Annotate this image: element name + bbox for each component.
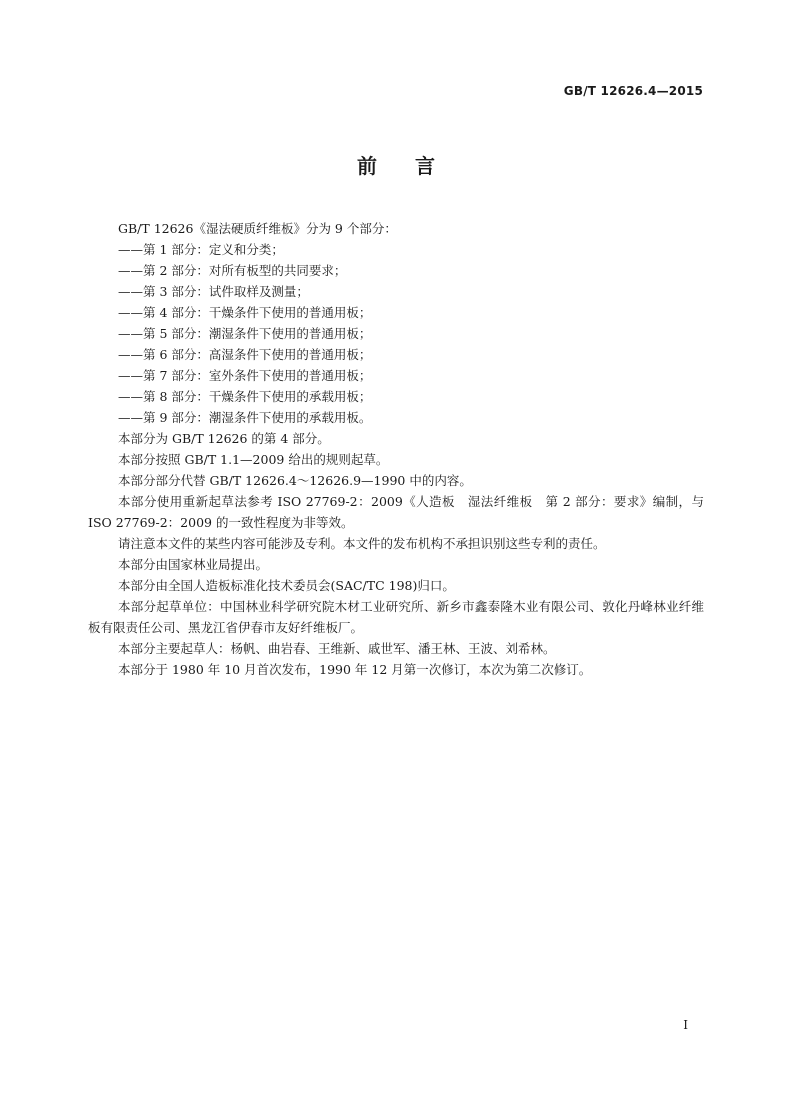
list-item-part-3: ——第 3 部分：试件取样及测量； xyxy=(118,284,309,299)
page-title: 前言 xyxy=(357,154,473,178)
paragraph-part-scope: 本部分为 GB/T 12626 的第 4 部分。 xyxy=(118,431,330,446)
page-number: I xyxy=(683,1018,688,1032)
list-item-part-4: ——第 4 部分：干燥条件下使用的普通用板； xyxy=(118,305,372,320)
paragraph-replaces: 本部分部分代替 GB/T 12626.4～12626.9—1990 中的内容。 xyxy=(118,473,472,488)
paragraph-administered-by: 本部分由全国人造板标准化技术委员会(SAC/TC 198)归口。 xyxy=(118,578,455,593)
paragraph-drafters: 本部分主要起草人：杨帆、曲岩春、王维新、戚世军、潘王林、王波、刘希林。 xyxy=(118,641,556,656)
list-item-part-2: ——第 2 部分：对所有板型的共同要求； xyxy=(118,263,347,278)
list-item-part-5: ——第 5 部分：潮湿条件下使用的普通用板； xyxy=(118,326,372,341)
standard-code: GB/T 12626.4—2015 xyxy=(563,84,703,98)
paragraph-patent-notice: 请注意本文件的某些内容可能涉及专利。本文件的发布机构不承担识别这些专利的责任。 xyxy=(118,536,606,551)
list-item-part-9: ——第 9 部分：潮湿条件下使用的承载用板。 xyxy=(118,410,372,425)
paragraph-history: 本部分于 1980 年 10 月首次发布，1990 年 12 月第一次修订，本次为第二次修订。 xyxy=(118,662,592,677)
list-item-part-1: ——第 1 部分：定义和分类； xyxy=(118,242,284,257)
list-item-part-7: ——第 7 部分：室外条件下使用的普通用板； xyxy=(118,368,372,383)
paragraph-drafting-rules: 本部分按照 GB/T 1.1—2009 给出的规则起草。 xyxy=(118,452,389,467)
paragraph-iso-reference: 本部分使用重新起草法参考 ISO 27769-2：2009《人造板 湿法纤维板 第 2 部分：要求》编制，与 ISO 27769-2：2009 的一致性程度为非等效。 xyxy=(88,494,704,530)
list-item-part-8: ——第 8 部分：干燥条件下使用的承载用板； xyxy=(118,389,372,404)
list-item-part-6: ——第 6 部分：高湿条件下使用的普通用板； xyxy=(118,347,372,362)
paragraph-proposed-by: 本部分由国家林业局提出。 xyxy=(118,557,269,572)
paragraph-drafting-units: 本部分起草单位：中国林业科学研究院木材工业研究所、新乡市鑫泰隆木业有限公司、敦化丹峰林业纤维板有限责任公司、黑龙江省伊春市友好纤维板厂。 xyxy=(88,599,704,635)
body-content xyxy=(88,218,704,680)
paragraph-intro: GB/T 12626《湿法硬质纤维板》分为 9 个部分： xyxy=(118,221,397,236)
